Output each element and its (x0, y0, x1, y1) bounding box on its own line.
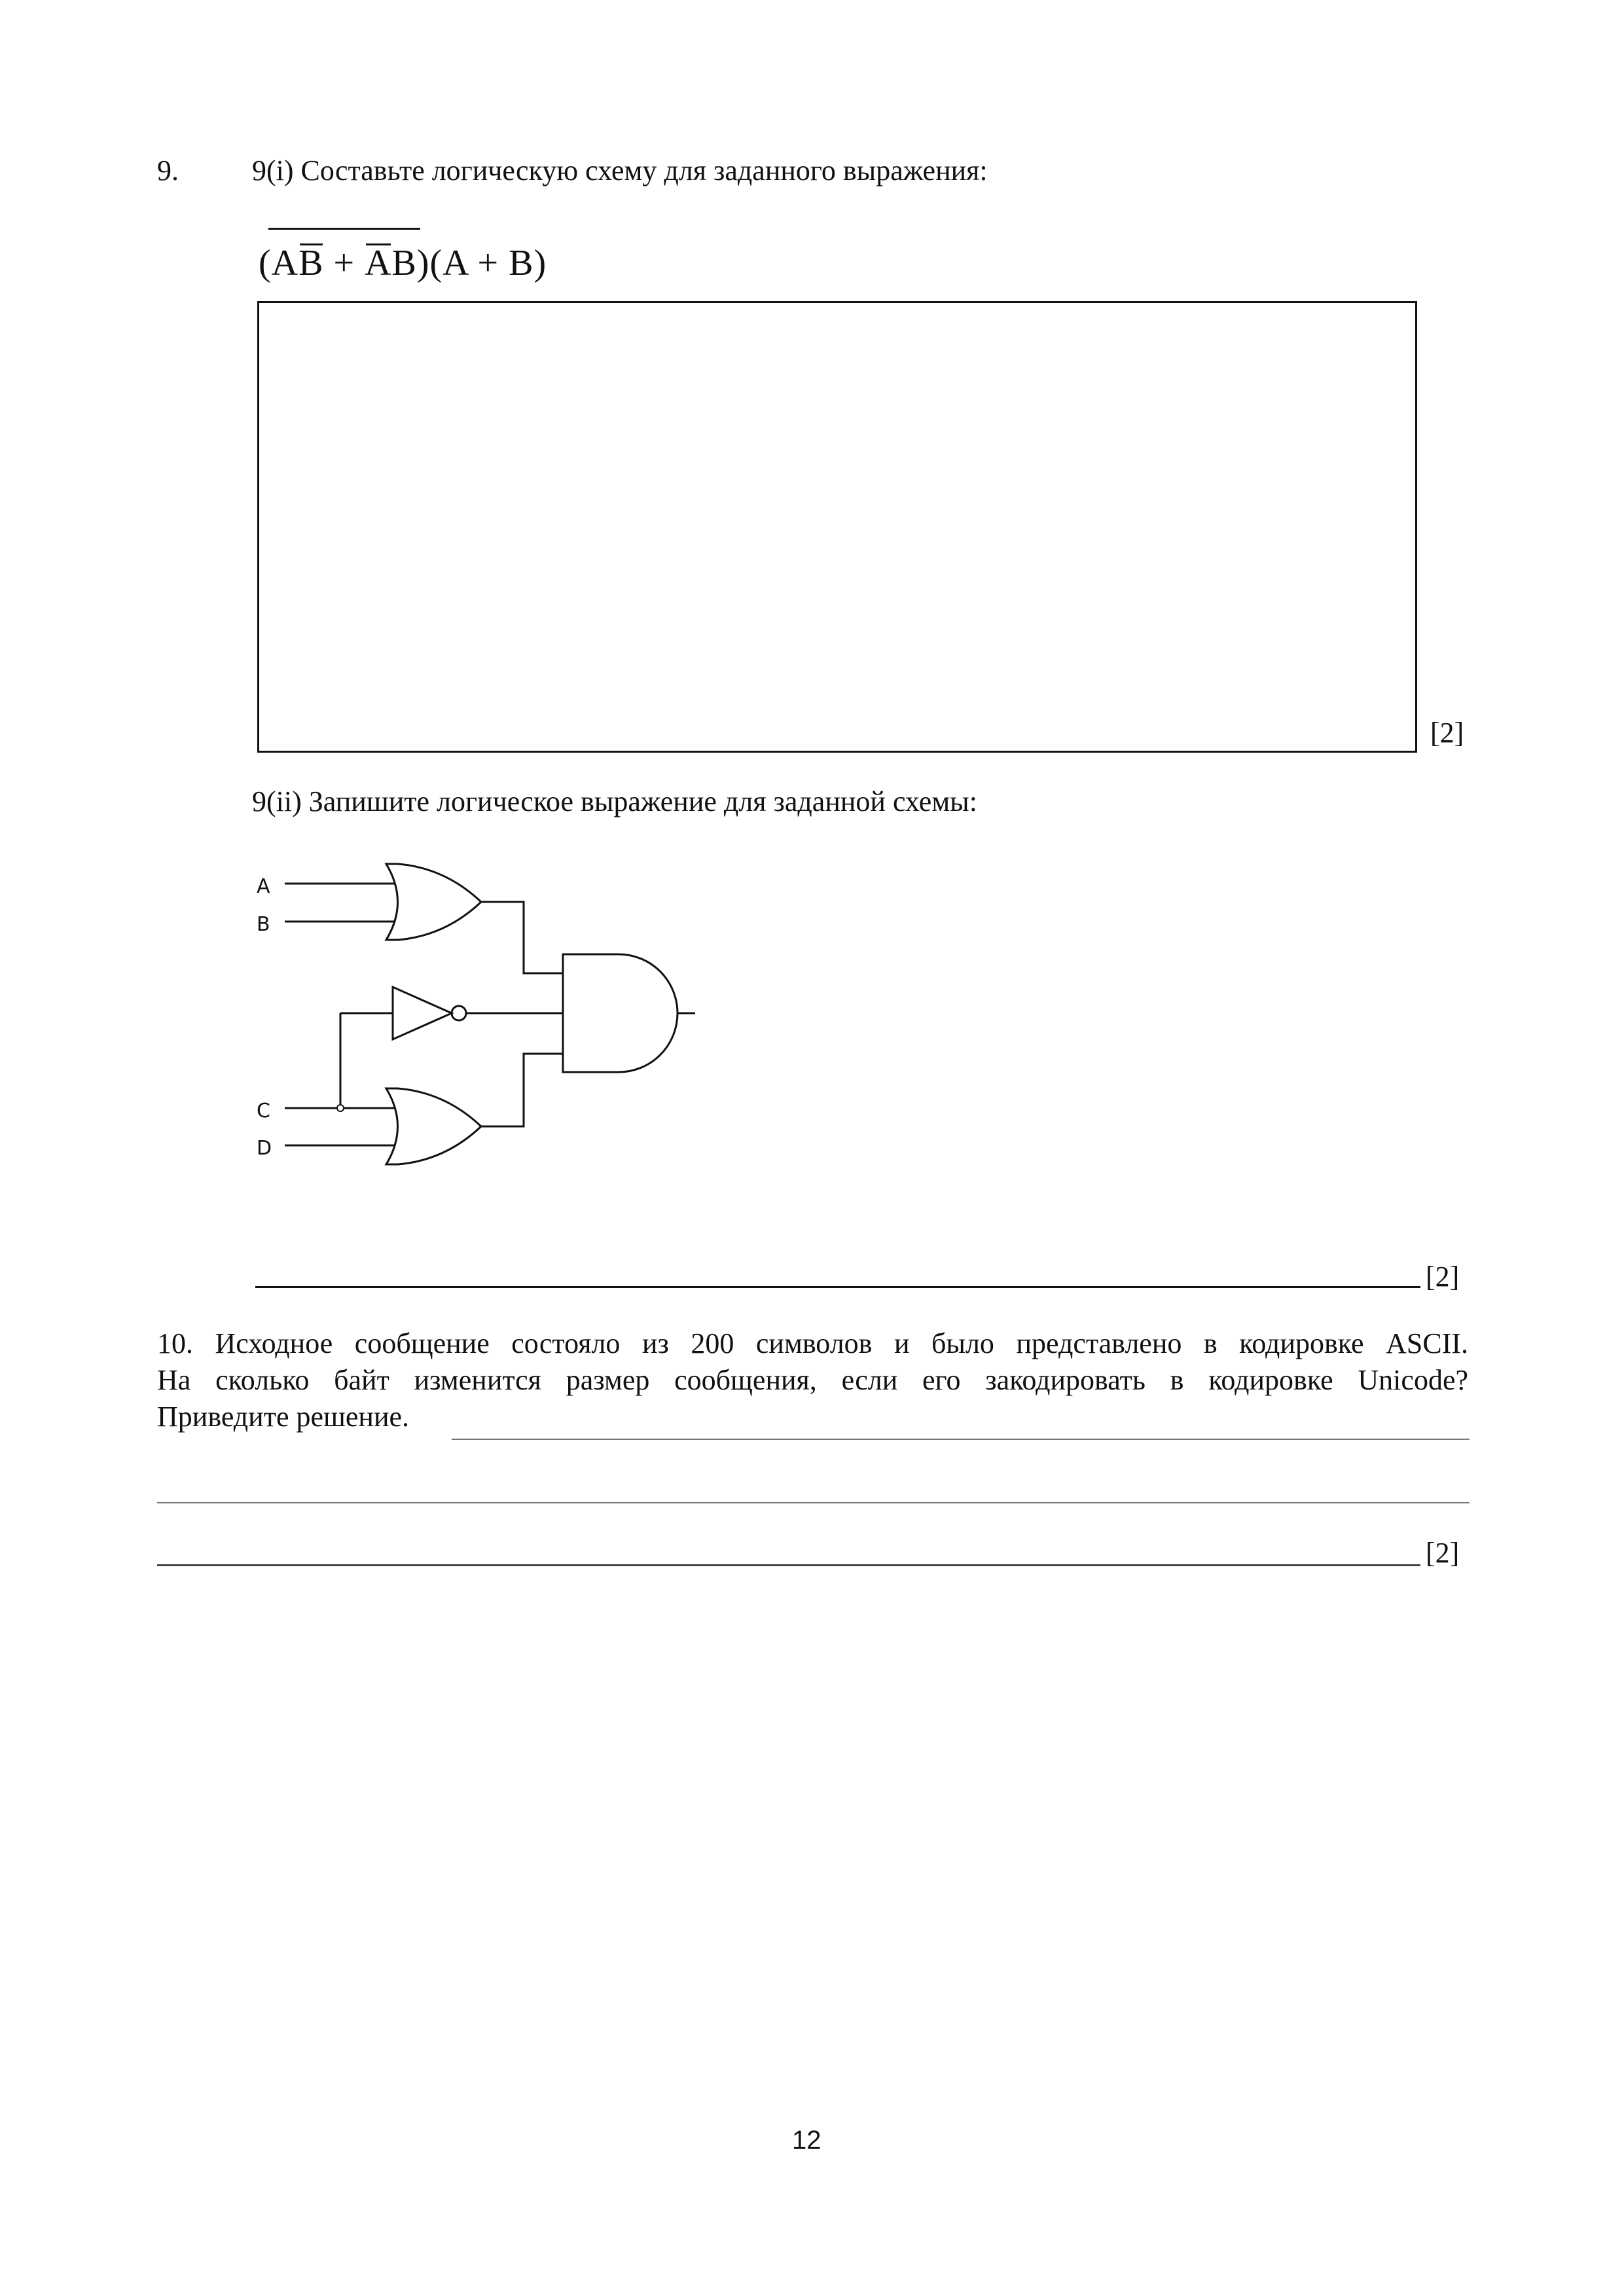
diagram-answer-box[interactable] (257, 301, 1417, 753)
question-10-line-3: Приведите решение. (157, 1401, 410, 1433)
logic-circuit-diagram (249, 844, 707, 1185)
question-9ii-prompt: 9(ii) Запишите логическое выражение для заданной схемы: (252, 785, 977, 817)
question-9-number: 9. (157, 154, 179, 187)
input-label-b: B (257, 913, 270, 936)
expr-second-factor: )(A + B) (416, 243, 547, 283)
answer-line-9ii[interactable] (255, 1286, 1420, 1288)
question-10-line-2: На сколько байт изменится размер сообщения, если его закодировать в кодировке Unicode? (157, 1364, 1468, 1396)
expr-a1: A (271, 243, 299, 283)
input-label-c: C (257, 1100, 270, 1122)
expr-plus: + (323, 243, 365, 283)
junction-dot (337, 1105, 344, 1111)
or-gate-1 (386, 864, 481, 940)
or-gate-2 (386, 1088, 481, 1164)
expression-overbar (268, 228, 420, 230)
expr-open: ( (259, 243, 272, 283)
input-label-a: A (257, 875, 270, 898)
expr-b-negated: B (298, 243, 324, 283)
boolean-expression (259, 242, 547, 284)
page-number: 12 (792, 2126, 821, 2155)
question-10-line-1: 10. Исходное сообщение состояло из 200 символов и было представлено в кодировке ASCII. (157, 1327, 1468, 1359)
and-gate (563, 954, 677, 1072)
not-gate (393, 987, 452, 1039)
question-9i-prompt: 9(i) Составьте логическую схему для заданного выражения: (252, 154, 988, 187)
answer-line-10-2[interactable] (157, 1502, 1470, 1503)
expr-a-negated: A (365, 243, 392, 283)
question-10-text (157, 1325, 1468, 1435)
expr-b2: B (391, 243, 417, 283)
answer-line-10-3[interactable] (157, 1564, 1420, 1566)
answer-line-10-1[interactable] (452, 1439, 1470, 1440)
question-10-marks: [2] (1426, 1537, 1460, 1569)
question-9ii-marks: [2] (1426, 1261, 1460, 1293)
question-9i-marks: [2] (1430, 717, 1464, 749)
input-label-d: D (257, 1137, 272, 1160)
